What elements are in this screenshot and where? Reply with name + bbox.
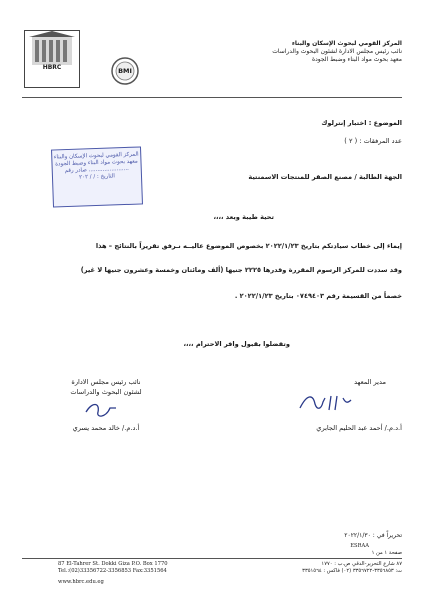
footer-address-en bbox=[58, 561, 168, 586]
stamp-institute: معهد بحوث مواد البناء وضبط الجودة bbox=[55, 158, 138, 168]
stamp-number: صادر رقم ....................... bbox=[64, 165, 129, 175]
closing-line: وتفضلوا بقبول وافر الاحترام ،،،، bbox=[183, 340, 290, 348]
org-deputy: نائب رئيس مجلس الادارة لشئون البحوث والدراسات bbox=[272, 48, 402, 55]
deputy-signature bbox=[82, 400, 122, 420]
director-signature bbox=[295, 390, 355, 414]
footer-ar-street: ٨٧ شارع التحرير-الدقي ص.ب : ١٧٧٠ bbox=[321, 561, 402, 567]
director-name: أ.د.م./ أحمد عبد الحليم الجابري bbox=[316, 424, 402, 432]
org-name: المركز القومي لبحوث الإسكان والبناء bbox=[291, 40, 402, 47]
issue-date: تحريراً في : ٢٠٢٢/١/٣٠ bbox=[344, 532, 402, 539]
author-ref: ESRAA bbox=[350, 543, 369, 549]
attachments-line: عدد المرفقات : ( ٢ ) bbox=[344, 137, 402, 145]
body-paragraph-2: وقد سددت للمركز الرسوم المقررة وقدرها ٢٢٢٥ جنيها (ألف ومائتان وخمسة وعشرون جنيها لا غير) bbox=[80, 266, 402, 274]
footer-divider bbox=[22, 558, 402, 559]
footer-ar-phone: ت: ٣٣٥٦٨٥٣-٣٣٥٦٧٢٢ (٠٢) فاكس : ٣٣٥١٥٦٤ bbox=[302, 568, 402, 574]
director-title: مدير المعهد bbox=[354, 378, 386, 386]
requesting-party-line: الجهة الطالبة / مصنع الصقر للمنتجات الاسمنتية bbox=[248, 173, 402, 181]
org-institute: معهد بحوث مواد البناء وضبط الجودة bbox=[311, 56, 402, 63]
stamp-date: التاريخ : / / ٢٠٢ bbox=[79, 173, 115, 181]
stamp-org: المركز القومي لبحوث الإسكان والبناء bbox=[53, 151, 139, 161]
body-paragraph-1: إيماء إلى خطاب سيادتكم بتاريخ ٢٠٢٢/١/٢٣ بخصوص الموضوع عاليــه نـرفق تقريراً بالنتائج – هذا bbox=[95, 242, 402, 250]
footer-address-ar bbox=[302, 561, 402, 575]
footer-en-street: 87 El-Tahrer St. Dokki Giza P.O. Box 1770 bbox=[58, 561, 168, 567]
footer-en-phone: Tel.:(02)33356722-3356853 Fax:3351564 bbox=[58, 568, 167, 574]
hbrc-logo-text: HBRC bbox=[42, 64, 62, 71]
bmi-logo bbox=[110, 56, 140, 86]
subject-line: الموضوع : اختبار إنترلوك bbox=[321, 119, 402, 127]
page-number: صفحة ١ من ١ bbox=[371, 550, 402, 556]
outgoing-stamp bbox=[51, 146, 143, 207]
footer-website: www.hbrc.edu.eg bbox=[58, 579, 104, 585]
body-paragraph-3: خصماً من القسيمة رقم ٠٧٤٩٤٠٣ بتاريخ ٢٠٢٢/١/٢٣ . bbox=[234, 292, 402, 300]
deputy-title-1: نائب رئيس مجلس الادارة bbox=[71, 378, 141, 386]
header-org bbox=[272, 40, 402, 64]
deputy-title-2: لشئون البحوث والدراسات bbox=[70, 388, 142, 396]
building-icon bbox=[25, 31, 79, 87]
hbrc-logo bbox=[24, 30, 80, 88]
bmi-logo-text: BMI bbox=[118, 67, 132, 75]
deputy-name: أ.د.م./ خالد محمد يسري bbox=[72, 424, 140, 432]
header-divider bbox=[22, 97, 402, 98]
greeting-line: تحية طيبة وبعد ،،،، bbox=[213, 213, 274, 221]
